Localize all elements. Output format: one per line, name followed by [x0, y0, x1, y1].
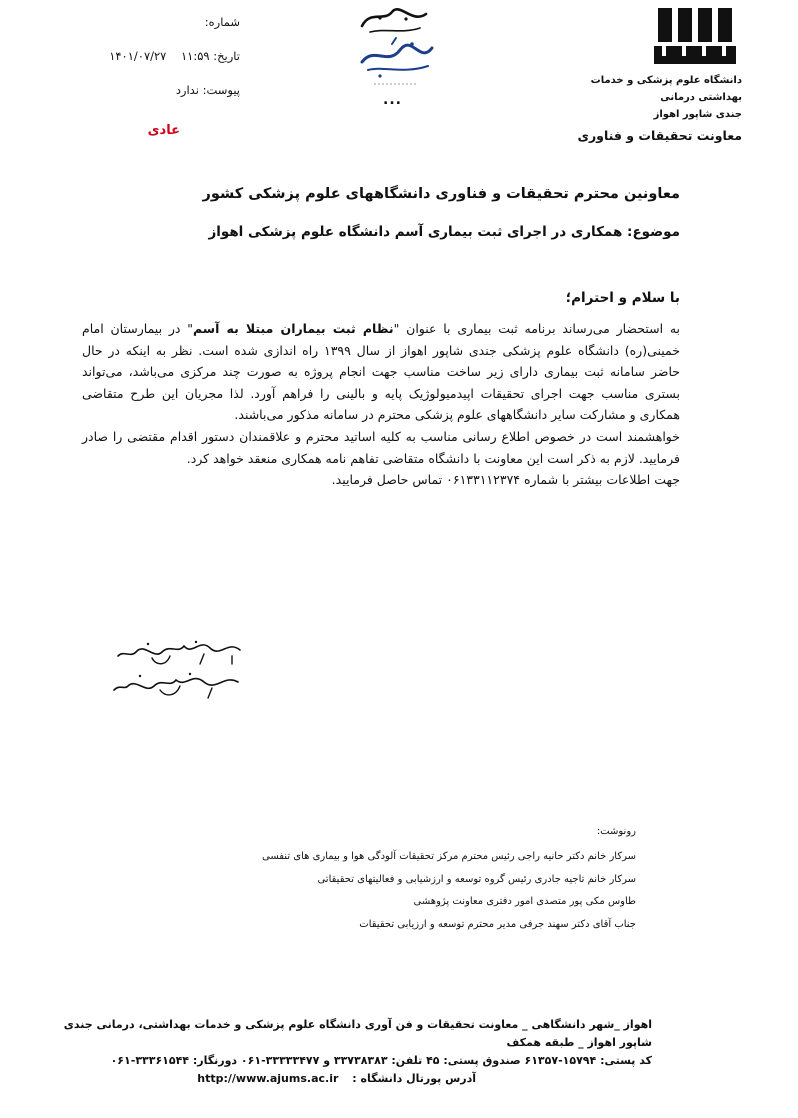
header-ellipsis: ...	[383, 92, 402, 108]
letter-meta	[70, 12, 240, 100]
letter-recipient: معاونین محترم تحقیقات و فناوری دانشگاههای علوم پزشکی کشور	[202, 186, 680, 202]
letter-number-label: شماره:	[204, 15, 240, 29]
body-paragraph-2: خواهشمند است در خصوص اطلاع رسانی مناسب به کلیه اساتید محترم و علاقمندان دستور اقدام مقتضی را صادر فرمایید. لازم به ذکر است این معاونت با دانشگاه متقاضی تفاهم نامه همکاری منعقد خواهد کرد.	[82, 428, 680, 466]
cc-item: طاوس مکی پور متصدی امور دفتری معاونت پژوهشی	[413, 896, 636, 907]
body-paragraph-1: به استحضار می‌رساند برنامه ثبت بیماری با عنوان "نظام ثبت بیماران مبتلا به آسم" در بیمارستان امام خمینی(ره) دانشگاه علوم پزشکی جندی شاپور اهواز از سال ۱۳۹۹ راه اندازی شده است. نظر به اینکه در حال حاضر سامانه ثبت بیماری دارای زیر ساخت مناسب جهت انجام پروژه به صورت چند مرکزی می‌باشد، می‌تواند بستری مناسب جهت اجرای تحقیقات اپیدمیولوژیک پایه و بالینی را فراهم آورد. لذا مجریان این طرح متقاضی همکاری و مشارکت سایر دانشگاههای علوم پزشکی محترم در سامانه مذکور می‌باشند.	[82, 321, 681, 423]
footer-portal-row	[62, 1070, 652, 1088]
org-name-line2: جندی شاپور اهواز	[653, 109, 742, 120]
footer-address: اهواز _شهر دانشگاهی _ معاونت تحقیقات و فن آوری دانشگاه علوم پزشکی و خدمات بهداشتی، درمانی جندی شاپور اهواز _ طبقه همکف	[63, 1018, 652, 1049]
letter-date-row	[70, 46, 240, 66]
letter-number-row	[70, 12, 240, 32]
letter-time: ۱۱:۵۹	[180, 49, 210, 63]
letter-date: ۱۴۰۱/۰۷/۲۷	[109, 49, 167, 63]
cc-item: سرکار خانم تاجیه جادری رئیس گروه توسعه و ارزشیابی و فعالیتهای تحقیقاتی	[317, 873, 636, 885]
slogan-emblem	[340, 4, 450, 104]
attachment-label: پیوست:	[202, 83, 240, 97]
letter-body	[82, 318, 680, 491]
footer-contact: کد پستی: ۱۵۷۹۴-۶۱۳۵۷ صندوق پستی: ۴۵ تلفن: ۳۳۷۳۸۳۸۳ و ۳۳۳۳۳۴۷۷-۰۶۱ دورنگار: ۳۳۳۶۱۵۴۴-۰۶۱	[110, 1054, 652, 1067]
org-name-line1: دانشگاه علوم پزشکی و خدمات بهداشتی درمانی	[590, 75, 742, 103]
university-logo-icon	[652, 4, 738, 68]
subject-label: موضوع:	[627, 224, 680, 240]
cc-title: رونوشت:	[596, 826, 636, 837]
subject-text: همکاری در اجرای ثبت بیماری آسم دانشگاه علوم پزشکی اهواز	[208, 224, 623, 240]
portal-url-link[interactable]: http://www.ajums.ac.ir	[197, 1072, 339, 1085]
organization-block	[560, 72, 742, 144]
attachment-value: ندارد	[175, 83, 199, 97]
letter-greeting: با سلام و احترام؛	[565, 290, 680, 306]
letter-footer	[62, 1016, 652, 1088]
letter-attachment-row	[70, 80, 240, 100]
registry-title: نظام ثبت بیماران مبتلا به آسم	[192, 321, 394, 336]
letter-subject-row	[80, 224, 680, 240]
letter-date-label: تاریخ:	[213, 49, 240, 63]
portal-label: آدرس پورتال دانشگاه :	[352, 1072, 476, 1085]
cc-item: جناب آقای دکتر سهند جرفی مدیر محترم توسعه و ارزیابی تحقیقات	[359, 918, 636, 930]
body-paragraph-3: جهت اطلاعات بیشتر با شماره ۰۶۱۳۳۱۱۲۳۷۴ تماس حاصل فرمایید.	[331, 472, 680, 488]
cc-item: سرکار خانم دکتر حانیه راجی رئیس محترم مرکز تحقیقات آلودگی هوا و بیماری های تنفسی	[261, 851, 636, 862]
priority-badge: عادی	[147, 123, 180, 138]
cc-list	[200, 846, 636, 936]
handwritten-signature	[100, 636, 250, 706]
org-department: معاونت تحقیقات و فناوری	[577, 128, 742, 143]
